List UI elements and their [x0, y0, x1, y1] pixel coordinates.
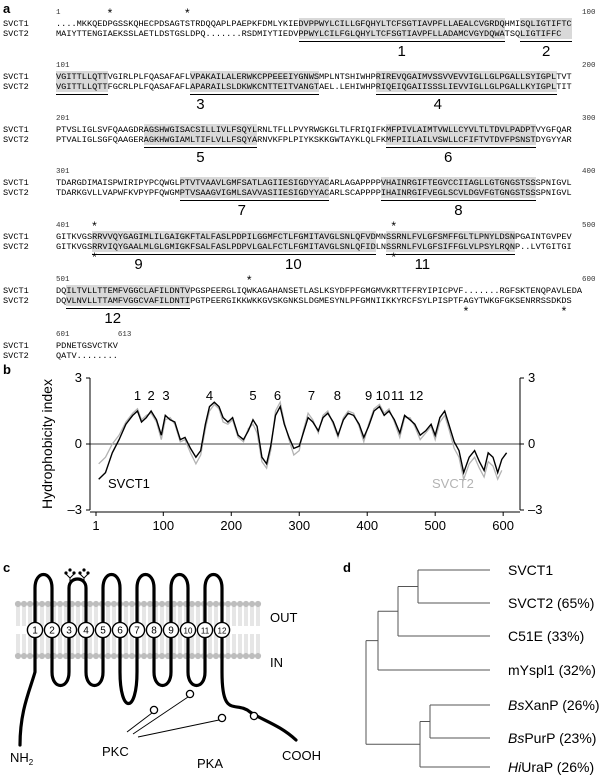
site-asterisk: *: [561, 304, 567, 318]
alignment-start-position: 601: [56, 331, 70, 339]
taxon-name: XanP (26%): [524, 697, 600, 713]
taxon-label: [508, 562, 553, 578]
phylogenetic-tree: [340, 560, 600, 778]
taxon-label: [508, 628, 584, 644]
helix-number: 9: [168, 625, 174, 637]
lipid-head: [237, 653, 243, 659]
out-label: OUT: [270, 610, 298, 625]
transmembrane-underline: [299, 41, 505, 42]
sequence-residues: DQVLNVLLTTAMFVGGCVAFILDNTIPGTPEERGIKKWKKGVSKGNKSLDGMESYNLPFGMNIIKKYRCFSYLPISPTFAGYTWKGFGKSENRRSSDKDS: [56, 296, 572, 306]
y-tick-label-left: 0: [74, 436, 82, 451]
transmembrane-underline: [386, 147, 536, 148]
alignment-start-position: 1: [56, 9, 61, 17]
site-asterisk: *: [92, 250, 97, 264]
alignment-end-position: 100: [582, 9, 596, 17]
tm-peak-label: 4: [205, 388, 214, 403]
taxon-label: [508, 595, 594, 611]
lipid-head: [75, 601, 81, 607]
glycan-branch: [70, 574, 74, 578]
lipid-head: [207, 601, 213, 607]
tm-peak-label: 12: [408, 388, 424, 403]
lipid-head: [129, 653, 135, 659]
lipid-head: [57, 601, 63, 607]
lipid-head: [45, 601, 51, 607]
transmembrane-number: 11: [414, 256, 431, 273]
lipid-head: [93, 601, 99, 607]
alignment-end-position: 300: [582, 115, 596, 123]
svct1-line: [99, 402, 507, 479]
transmembrane-underline: [66, 308, 190, 309]
lipid-head: [39, 653, 45, 659]
lipid-head: [105, 601, 111, 607]
sequence-name: SVCT1: [3, 19, 29, 29]
alignment-start-position: 101: [56, 62, 70, 70]
transmembrane-underline: [180, 200, 330, 201]
sequence-name: SVCT2: [3, 351, 29, 361]
lipid-head: [105, 653, 111, 659]
tm-peak-label: 11: [391, 388, 405, 403]
site-asterisk: *: [246, 273, 252, 287]
alignment-end-position: 400: [582, 168, 596, 176]
helix-number: 4: [83, 625, 89, 637]
sequence-name: SVCT2: [3, 29, 29, 39]
helix-number: 8: [151, 625, 157, 637]
lipid-head: [255, 601, 261, 607]
phosphorylation-site: [250, 712, 257, 719]
transmembrane-number: 9: [134, 256, 143, 273]
c-terminus-label: COOH: [282, 748, 321, 763]
tm-peak-label: 5: [249, 388, 257, 403]
glycan-node: [82, 568, 85, 571]
sequence-residues: VGITTLLQTTVGIRLPLFQASAFAFLVPAKAILALERWKCPPEEEIYGNWSMPLNTSHIWHPRIREVQGAIMVSSVVEVVIGLLGLPGALLSYIGPLTVT: [56, 72, 572, 82]
lipid-head: [123, 653, 129, 659]
panel-label-a: a: [3, 1, 11, 16]
sequence-name: SVCT2: [3, 135, 29, 145]
transmembrane-underline: [376, 94, 557, 95]
sequence-residues: PDNETGSVCTKV: [56, 341, 118, 351]
lipid-head: [75, 653, 81, 659]
lipid-head: [123, 601, 129, 607]
sequence-residues: TDARGDIMAISPWIRIPYPCQWGLPTVTVAAVLGMFSATLAGIIESIGDYYACARLAGAPPPPVHAINRGIFTEGVCCIIAGLLGTGNGSTSSSPNIGVL: [56, 178, 572, 188]
taxon-name: SVCT2 (65%): [508, 595, 595, 611]
lipid-head: [159, 601, 165, 607]
x-tick-label: 100: [152, 518, 175, 533]
sequence-name: SVCT2: [3, 188, 29, 198]
tm-peak-label: 3: [162, 388, 170, 403]
sequence-name: SVCT2: [3, 82, 29, 92]
glycan-node: [68, 568, 71, 571]
pka-label: PKA: [197, 756, 224, 771]
lipid-head: [243, 601, 249, 607]
transmembrane-underline: [520, 41, 572, 42]
lipid-head: [39, 601, 45, 607]
transmembrane-underline: [231, 254, 375, 255]
lipid-head: [189, 653, 195, 659]
site-asterisk: *: [391, 219, 397, 233]
tm-peak-label: 1: [133, 388, 142, 403]
transmembrane-underline: [190, 94, 319, 95]
sequence-residues: GITKVGSRRVVQYGAGIMLILGAIGKFTALFASLPDPILGGMFCTLFGMITAVGLSNLQFVDMNSSRNLFVLGFSMFFGLTLPNYLDSNPGAINTGVPEV: [56, 232, 572, 242]
sequence-name: SVCT2: [3, 242, 29, 252]
transmembrane-number: 1: [397, 43, 406, 60]
x-tick-label: 300: [288, 518, 311, 533]
sequence-name: SVCT1: [3, 341, 29, 351]
panel-label-b: b: [3, 362, 11, 377]
tm-peak-label: 7: [307, 388, 316, 403]
alignment-end-position: 613: [117, 331, 132, 339]
taxon-name: C51E (33%): [508, 628, 585, 644]
sequence-residues: GITKVGSRRVIQYGAALMLGLGMIGKFSALFASLPDPVLGALFCTLFGMITAVGLSNLQFIDLNSSRNLFVLGFSIFFGLVLPSYLRQNP..LVTGITGI: [56, 242, 572, 252]
lipid-head: [189, 601, 195, 607]
sequence-residues: PTVSLIGLSVFQAAGDRAGSHWGISACSILLIVLFSQYLRNLTFLLPVYRWGKGLTLFRIQIFKMFPIVLAIMTVWLLCYVLTLTDVLPADPTVYGFQAR: [56, 125, 572, 135]
lipid-head: [57, 653, 63, 659]
glycan-node: [78, 571, 81, 574]
helix-number: 5: [100, 625, 106, 637]
alignment-panel: [0, 0, 600, 386]
hydrophobicity-chart: [0, 360, 600, 555]
lipid-head: [21, 601, 27, 607]
helix-number: 10: [183, 626, 193, 636]
in-label: IN: [270, 655, 283, 670]
sequence-residues: VGITTLLQTTFGCRLPLFQASAFAFLAPARAILSLDKWKCNTTEITVANGTAEL.LEHIWHPRIQEIQGAIISSSLIEVVIGLLGLPGALLKYIGPLTIT: [56, 82, 572, 92]
lipid-head: [237, 601, 243, 607]
lipid-head: [27, 653, 33, 659]
phosphorylation-site: [218, 714, 225, 721]
lipid-head: [255, 653, 261, 659]
sequence-name: SVCT1: [3, 125, 29, 135]
transmembrane-number: 12: [104, 310, 122, 327]
glycan-node: [64, 571, 67, 574]
lipid-head: [141, 601, 147, 607]
glycosylation-icon: [64, 568, 89, 584]
transmembrane-underline: [56, 94, 108, 95]
lipid-head: [111, 601, 117, 607]
helix-number: 11: [200, 626, 210, 636]
lipid-head: [231, 601, 237, 607]
transmembrane-underline: [92, 254, 231, 255]
lipid-head: [195, 601, 201, 607]
panel-label-c: c: [3, 560, 11, 575]
x-tick-label: 500: [424, 518, 447, 533]
lipid-head: [87, 653, 93, 659]
lipid-head: [249, 601, 255, 607]
transmembrane-number: 7: [237, 202, 246, 219]
sequence-residues: TDARKGVLLVAPWFKVPYPFQWGMPTVSAAGVIGMLSAVVASIIESIGDYYACARLSCAPPPPIHAINRGIFVEGLSCVLDGVFGTGNGSTSSSPNIGVL: [56, 188, 572, 198]
taxon-genus-abbrev: Bs: [508, 697, 525, 713]
alignment-start-position: 201: [56, 115, 70, 123]
y-tick-label-right: 3: [528, 370, 536, 385]
lipid-head: [111, 653, 117, 659]
sequence-residues: MAIYTTENGIAEKSSLAETLDSTGSLDPQ.......RSDMIYTIEDVPPWYLCILFGLQHYLTCFSGTIAVPFLLADAMCVGYDQWATSQLIGTIFFC: [56, 29, 562, 39]
transmembrane-number: 4: [433, 96, 442, 113]
alignment-end-position: 500: [582, 222, 596, 230]
site-asterisk: *: [107, 6, 113, 20]
lipid-head: [159, 653, 165, 659]
lipid-head: [225, 601, 231, 607]
y-tick-label-right: –3: [528, 502, 543, 517]
alignment-start-position: 401: [56, 222, 70, 230]
sequence-residues: ....MKKQEDPGSSKQHECPDSAGTSTRDQQAPLPAEPKFDMLYKIEDVPPWYLCILLGFQHYLTCFSGTIAVPFLLAEALCVGRDQHMISQLIGTIFTC: [56, 19, 572, 29]
alignment-end-position: 200: [582, 62, 596, 70]
helix-number: 12: [217, 626, 227, 636]
lipid-head: [225, 653, 231, 659]
y-tick-label-left: 3: [74, 370, 82, 385]
lipid-head: [21, 653, 27, 659]
y-tick-label-right: 0: [528, 436, 536, 451]
alignment-start-position: 301: [56, 168, 70, 176]
n-terminus-subscript: 2: [28, 758, 34, 767]
tm-peak-label: 6: [273, 388, 282, 403]
lipid-head: [147, 653, 153, 659]
alignment-end-position: 600: [582, 276, 596, 284]
lipid-head: [93, 653, 99, 659]
y-axis-label: Hydrophobicity index: [39, 379, 55, 509]
helix-number: 2: [49, 625, 55, 637]
taxon-label: [508, 759, 594, 775]
transmembrane-number: 3: [196, 96, 205, 113]
lipid-head: [27, 601, 33, 607]
svct1-series-label: SVCT1: [108, 476, 150, 491]
alignment-start-position: 501: [56, 276, 70, 284]
x-tick-label: 600: [492, 518, 515, 533]
sequence-name: SVCT1: [3, 286, 29, 296]
sequence-residues: PTVALIGLSGFQAAGERAGKHWGIAMLTIFLVLLFSQYARNVKFPLPIYKSKKGWTAYKLQLFKMFPIILAILVSWLLCFIFTVTDVFPSNSTDYGYYAR: [56, 135, 572, 145]
glycan-branch: [66, 574, 70, 578]
transmembrane-number: 10: [285, 256, 302, 273]
taxon-genus-abbrev: Bs: [508, 730, 525, 746]
taxon-name: SVCT1: [508, 562, 554, 578]
transmembrane-number: 5: [196, 149, 205, 166]
site-asterisk: *: [391, 250, 397, 264]
x-tick-label: 1: [92, 518, 100, 533]
lipid-head: [129, 601, 135, 607]
taxon-name: PurP (23%): [524, 730, 597, 746]
x-tick-label: 400: [356, 518, 379, 533]
pkc-label: PKC: [102, 744, 129, 759]
lipid-head: [195, 653, 201, 659]
taxon-genus-abbrev: Hi: [508, 759, 522, 775]
taxon-label: [508, 662, 596, 678]
helix-number: 7: [134, 625, 140, 637]
y-tick-label-left: –3: [67, 502, 82, 517]
transmembrane-underline: [381, 200, 536, 201]
tm-peak-label: 10: [375, 388, 391, 403]
glycan-branch: [80, 574, 84, 578]
glycan-node: [72, 571, 75, 574]
helix-number: 1: [32, 625, 38, 637]
site-asterisk: *: [185, 6, 190, 20]
lipid-head: [243, 653, 249, 659]
sequence-name: SVCT2: [3, 296, 29, 306]
taxon-label: [508, 730, 596, 746]
helix-number: 3: [66, 625, 72, 637]
lipid-head: [213, 601, 219, 607]
lipid-head: [15, 653, 21, 659]
lipid-head: [213, 653, 219, 659]
taxon-name: mYspl1 (32%): [508, 662, 596, 678]
site-asterisk: *: [463, 304, 469, 318]
transmembrane-number: 6: [443, 149, 453, 166]
sequence-residues: QATV........: [56, 351, 118, 361]
tm-peak-label: 9: [364, 388, 373, 403]
transmembrane-number: 8: [454, 202, 463, 219]
lipid-head: [45, 653, 51, 659]
lipid-head: [147, 601, 153, 607]
glycan-branch: [84, 574, 88, 578]
svct2-series-label: SVCT2: [432, 476, 474, 491]
lipid-head: [177, 653, 183, 659]
lipid-head: [15, 601, 21, 607]
lipid-head: [177, 601, 183, 607]
site-asterisk: *: [92, 219, 97, 233]
sequence-residues: DQILTVLLTTEMFVGGCLAFILDNTVPGSPEERGLIQWKAGAHANSETLASLKSYDFPFGMGMVKRTTFFRYIPICPVF.......RGFSKTENQPAVLEDA: [56, 286, 583, 296]
taxon-label: [508, 697, 600, 713]
phosphorylation-site: [150, 706, 157, 713]
membrane-topology-diagram: [0, 560, 340, 778]
lipid-head: [207, 653, 213, 659]
lipid-head: [141, 653, 147, 659]
tm-peak-label: 2: [147, 388, 155, 403]
taxon-name: UraP (26%): [521, 759, 595, 775]
lipid-head: [87, 601, 93, 607]
n-terminus-label: $NH_2$: [10, 750, 34, 767]
glycan-node: [86, 571, 89, 574]
phosphorylation-site: [186, 690, 193, 697]
sequence-name: SVCT1: [3, 178, 29, 188]
tm-peak-label: 8: [333, 388, 341, 403]
lipid-head: [231, 653, 237, 659]
x-tick-label: 200: [220, 518, 243, 533]
lipid-head: [249, 653, 255, 659]
sequence-name: SVCT1: [3, 72, 29, 82]
transmembrane-underline: [386, 254, 515, 255]
transmembrane-underline: [144, 147, 258, 148]
transmembrane-number: 2: [542, 43, 551, 60]
panel-label-d: d: [343, 560, 351, 575]
helix-number: 6: [117, 625, 123, 637]
sequence-name: SVCT1: [3, 232, 29, 242]
